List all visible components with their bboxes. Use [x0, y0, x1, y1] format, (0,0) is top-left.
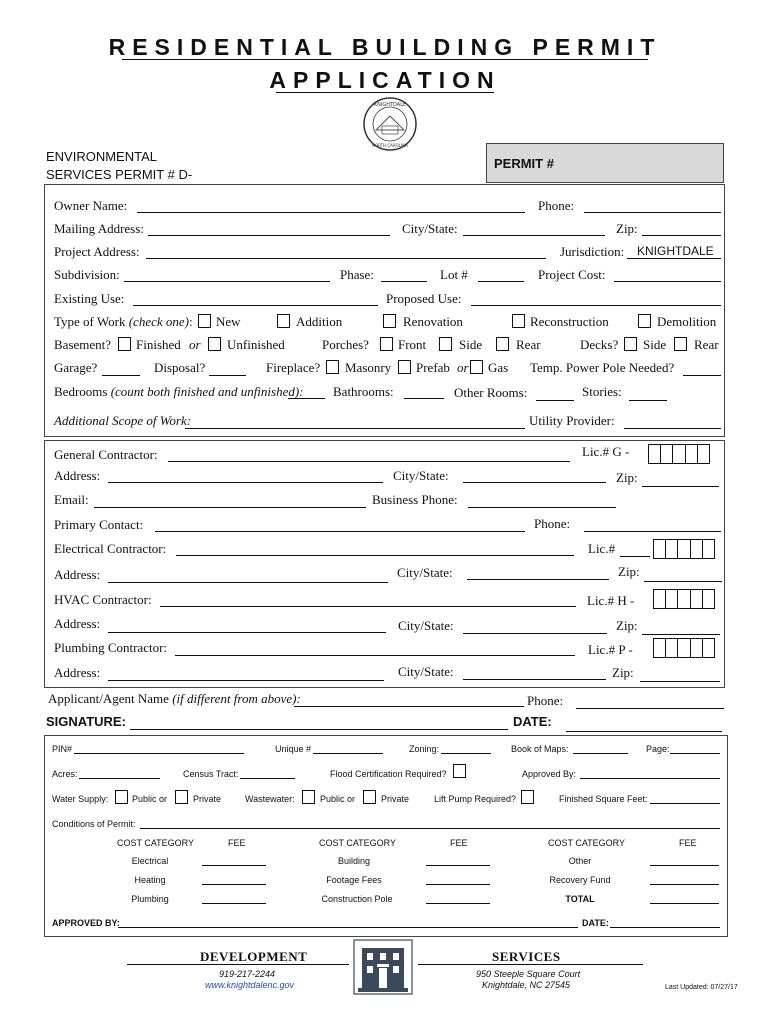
footer-rule-left [127, 964, 349, 965]
applicant-field[interactable] [294, 706, 524, 707]
lift-pump-checkbox[interactable] [521, 790, 534, 804]
gc-address-field[interactable] [108, 482, 383, 483]
business-phone-field[interactable] [468, 507, 616, 508]
electrical-lic-label: Lic.# [588, 541, 616, 556]
porch-front-checkbox[interactable] [380, 337, 393, 351]
fee-field[interactable] [202, 884, 266, 885]
jurisdiction-value: KNIGHTDALE [637, 244, 714, 258]
deck-rear-label: Rear [694, 337, 719, 352]
temp-pole-label: Temp. Power Pole Needed? [530, 360, 675, 375]
fee-row-total: TOTAL [565, 894, 595, 904]
project-address-label: Project Address: [54, 244, 140, 259]
deck-side-label: Side [643, 337, 667, 352]
porches-label: Porches? [322, 337, 369, 352]
flood-cert-label: Flood Certification Required? [330, 769, 447, 779]
business-phone-label: Business Phone: [372, 492, 458, 507]
zoning-label: Zoning: [409, 744, 440, 754]
gc-zip-label: Zip: [616, 470, 638, 485]
town-hall-building-logo [352, 938, 414, 996]
applicant-phone-field[interactable] [576, 708, 724, 709]
electrical-lic-prefix-field[interactable] [620, 556, 650, 557]
electrical-contractor-field[interactable] [176, 555, 574, 556]
subdivision-label: Subdivision: [54, 267, 120, 282]
fee-table-header-cost-1: COST CATEGORY [117, 838, 195, 848]
owner-name-label: Owner Name: [54, 198, 128, 213]
proposed-use-label: Proposed Use: [386, 291, 462, 306]
fee-total-field[interactable] [650, 903, 719, 904]
zoning-field[interactable] [441, 753, 491, 754]
wastewater-public-checkbox[interactable] [302, 790, 315, 804]
approved-by-footer-field[interactable] [118, 927, 578, 928]
fee-field[interactable] [202, 865, 266, 866]
form-title-line2: APPLICATION [269, 67, 501, 93]
bathrooms-field[interactable] [404, 398, 444, 399]
page-field[interactable] [670, 753, 720, 754]
existing-use-label: Existing Use: [54, 291, 125, 306]
additional-scope-field[interactable] [185, 428, 525, 429]
pin-field[interactable] [74, 753, 244, 754]
basement-unfinished-label: Unfinished [227, 337, 285, 352]
gc-address-label: Address: [54, 468, 101, 483]
footer-services: SERVICES [492, 949, 561, 964]
ec-address-label: Address: [54, 567, 101, 582]
wastewater-public-label: Public or [320, 794, 356, 804]
fee-table-header-fee-1: FEE [228, 838, 246, 848]
water-private-label: Private [193, 794, 222, 804]
date-footer-label: DATE: [582, 918, 609, 928]
svg-text:KNIGHTDALE: KNIGHTDALE [373, 102, 407, 108]
ec-zip-label: Zip: [618, 564, 640, 579]
basement-finished-label: Finished [136, 337, 181, 352]
existing-use-field[interactable] [133, 305, 378, 306]
plumbing-contractor-label: Plumbing Contractor: [54, 640, 168, 655]
work-addition-checkbox[interactable] [277, 314, 290, 328]
fee-row-building: Building [337, 856, 371, 866]
subdivision-field[interactable] [124, 281, 330, 282]
census-tract-label: Census Tract: [183, 769, 239, 779]
acres-field[interactable] [79, 778, 160, 779]
garage-field[interactable] [102, 375, 140, 376]
work-renovation-checkbox[interactable] [383, 314, 396, 328]
deck-rear-checkbox[interactable] [674, 337, 687, 351]
hvac-city-state-field[interactable] [463, 633, 607, 634]
fee-field[interactable] [650, 865, 719, 866]
mailing-address-field[interactable] [148, 235, 390, 236]
office-use-box [44, 735, 728, 937]
wastewater-label: Wastewater: [245, 794, 295, 804]
fee-row-recovery-fund: Recovery Fund [549, 875, 611, 885]
unique-field[interactable] [313, 753, 383, 754]
work-reconstruction-checkbox[interactable] [512, 314, 525, 328]
jurisdiction-field[interactable] [627, 258, 721, 259]
lot-field[interactable] [478, 281, 524, 282]
fee-table-header-fee-2: FEE [450, 838, 468, 848]
fireplace-prefab-checkbox[interactable] [398, 360, 411, 374]
disposal-label: Disposal? [154, 360, 206, 375]
water-private-checkbox[interactable] [175, 790, 188, 804]
finished-sqft-label: Finished Square Feet: [559, 794, 648, 804]
date-footer-field[interactable] [610, 927, 720, 928]
phase-label: Phase: [340, 267, 374, 282]
env-services-label-line1: ENVIRONMENTAL [46, 149, 157, 164]
ec-city-state-label: City/State: [397, 565, 453, 580]
water-public-label: Public or [132, 794, 168, 804]
approved-by-label: Approved By: [522, 769, 577, 779]
work-new-checkbox[interactable] [198, 314, 211, 328]
gc-zip-field[interactable] [642, 486, 719, 487]
porch-front-label: Front [398, 337, 427, 352]
census-tract-field[interactable] [240, 778, 295, 779]
stories-field[interactable] [629, 400, 667, 401]
fireplace-or-label: or [457, 360, 469, 375]
fireplace-label: Fireplace? [266, 360, 321, 375]
owner-name-field[interactable] [137, 212, 525, 213]
hvac-lic-label: Lic.# H - [587, 593, 635, 608]
gc-city-state-label: City/State: [393, 468, 449, 483]
electrical-contractor-label: Electrical Contractor: [54, 541, 167, 556]
gc-phone-label: Phone: [534, 516, 571, 531]
footer-website-link[interactable]: www.knightdalenc.gov [205, 980, 295, 990]
hvac-zip-field[interactable] [642, 634, 720, 635]
fee-field[interactable] [426, 884, 490, 885]
applicant-label: Applicant/Agent Name (if different from above): [48, 691, 301, 706]
form-title-line1: RESIDENTIAL BUILDING PERMIT [108, 34, 662, 60]
signature-label: SIGNATURE: [46, 714, 126, 729]
porch-side-label: Side [459, 337, 483, 352]
work-renovation-label: Renovation [403, 314, 463, 329]
lot-label: Lot # [440, 267, 468, 282]
basement-finished-checkbox[interactable] [118, 337, 131, 351]
pc-zip-label: Zip: [612, 665, 634, 680]
env-services-label-line2: SERVICES PERMIT # D- [46, 167, 193, 182]
hvac-license-boxes[interactable] [653, 589, 715, 609]
gc-email-field[interactable] [94, 507, 366, 508]
mailing-address-label: Mailing Address: [54, 221, 144, 236]
town-seal-logo [362, 96, 418, 152]
footer-development: DEVELOPMENT [200, 949, 308, 964]
permit-number-label: PERMIT # [494, 156, 554, 171]
fireplace-masonry-checkbox[interactable] [326, 360, 339, 374]
title-underline [276, 92, 494, 93]
water-public-checkbox[interactable] [115, 790, 128, 804]
fee-table-header-cost-3: COST CATEGORY [548, 838, 626, 848]
plumbing-contractor-field[interactable] [175, 655, 575, 656]
mailing-zip-field[interactable] [642, 235, 721, 236]
hvac-contractor-field[interactable] [160, 606, 576, 607]
general-license-boxes[interactable] [648, 444, 710, 464]
bathrooms-label: Bathrooms: [333, 384, 394, 399]
decks-label: Decks? [580, 337, 619, 352]
other-rooms-field[interactable] [536, 400, 574, 401]
fee-field[interactable] [650, 884, 719, 885]
mailing-city-state-label: City/State: [402, 221, 458, 236]
porch-rear-checkbox[interactable] [496, 337, 509, 351]
applicant-phone-label: Phone: [527, 693, 564, 708]
date-label: DATE: [513, 714, 552, 729]
phase-field[interactable] [381, 281, 427, 282]
pc-address-label: Address: [54, 665, 101, 680]
project-cost-field[interactable] [614, 281, 721, 282]
mailing-zip-label: Zip: [616, 221, 638, 236]
conditions-label: Conditions of Permit: [52, 819, 136, 829]
utility-provider-field[interactable] [624, 428, 721, 429]
primary-contact-field[interactable] [155, 531, 525, 532]
svg-text:NORTH CAROLINA: NORTH CAROLINA [372, 143, 408, 148]
gc-email-label: Email: [54, 492, 89, 507]
gc-city-state-field[interactable] [463, 482, 606, 483]
general-contractor-label: General Contractor: [54, 447, 158, 462]
temp-pole-field[interactable] [683, 375, 721, 376]
basement-unfinished-checkbox[interactable] [208, 337, 221, 351]
electrical-license-boxes[interactable] [653, 539, 715, 559]
proposed-use-field[interactable] [471, 305, 721, 306]
book-of-maps-field[interactable] [573, 753, 628, 754]
fee-field[interactable] [202, 903, 266, 904]
signature-field[interactable] [130, 729, 508, 730]
pc-address-field[interactable] [108, 680, 384, 681]
footer-address-line2: Knightdale, NC 27545 [482, 980, 571, 990]
stories-label: Stories: [582, 384, 622, 399]
utility-provider-label: Utility Provider: [529, 413, 615, 428]
finished-sqft-field[interactable] [650, 803, 720, 804]
fee-row-other: Other [568, 856, 592, 866]
fee-row-electrical: Electrical [131, 856, 169, 866]
fee-row-heating: Heating [134, 875, 166, 885]
work-reconstruction-label: Reconstruction [530, 314, 609, 329]
porch-side-checkbox[interactable] [439, 337, 452, 351]
fireplace-gas-label: Gas [488, 360, 509, 375]
work-new-label: New [216, 314, 241, 329]
fee-table-header-cost-2: COST CATEGORY [319, 838, 397, 848]
page-label: Page: [646, 744, 670, 754]
pc-city-state-field[interactable] [463, 679, 606, 680]
work-demolition-label: Demolition [657, 314, 717, 329]
flood-cert-checkbox[interactable] [453, 764, 466, 778]
approved-by-field[interactable] [580, 778, 720, 779]
hvac-address-label: Address: [54, 616, 101, 631]
bedrooms-field[interactable] [288, 398, 325, 399]
porch-rear-label: Rear [516, 337, 541, 352]
fee-row-plumbing: Plumbing [131, 894, 169, 904]
general-lic-label: Lic.# G - [582, 444, 630, 459]
plumbing-lic-label: Lic.# P - [588, 642, 633, 657]
fireplace-prefab-label: Prefab [416, 360, 450, 375]
general-contractor-field[interactable] [168, 461, 570, 462]
type-of-work-label: Type of Work (check one): [54, 314, 193, 329]
footer-rule-right [418, 964, 643, 965]
gc-phone-field[interactable] [584, 531, 721, 532]
unique-label: Unique # [275, 744, 312, 754]
garage-label: Garage? [54, 360, 98, 375]
bedrooms-label: Bedrooms (count both finished and unfinished): [54, 384, 304, 399]
ec-city-state-field[interactable] [467, 579, 609, 580]
hvac-contractor-label: HVAC Contractor: [54, 592, 152, 607]
project-address-field[interactable] [146, 258, 546, 259]
work-addition-label: Addition [296, 314, 343, 329]
title-underline [122, 59, 648, 60]
jurisdiction-label: Jurisdiction: [560, 244, 625, 259]
hvac-zip-label: Zip: [616, 618, 638, 633]
last-updated-label: Last Updated: 07/27/17 [665, 984, 738, 991]
hvac-city-state-label: City/State: [398, 618, 454, 633]
plumbing-license-boxes[interactable] [653, 638, 715, 658]
footer-address-line1: 950 Steeple Square Court [476, 969, 581, 979]
acres-label: Acres: [52, 769, 78, 779]
work-demolition-checkbox[interactable] [638, 314, 651, 328]
pin-label: PIN# [52, 744, 73, 754]
mailing-city-state-field[interactable] [463, 235, 605, 236]
fee-table-header-fee-3: FEE [679, 838, 697, 848]
wastewater-private-checkbox[interactable] [363, 790, 376, 804]
ec-address-field[interactable] [108, 582, 388, 583]
date-field[interactable] [566, 731, 722, 732]
wastewater-private-label: Private [381, 794, 410, 804]
primary-contact-label: Primary Contact: [54, 517, 144, 532]
owner-phone-label: Phone: [538, 198, 575, 213]
water-supply-label: Water Supply: [52, 794, 109, 804]
deck-side-checkbox[interactable] [624, 337, 637, 351]
footer-phone: 919-217-2244 [219, 969, 276, 979]
fee-field[interactable] [426, 865, 490, 866]
conditions-field[interactable] [140, 828, 720, 829]
project-cost-label: Project Cost: [538, 267, 606, 282]
owner-phone-field[interactable] [584, 212, 721, 213]
fireplace-gas-checkbox[interactable] [470, 360, 483, 374]
fee-row-construction-pole: Construction Pole [321, 894, 393, 904]
ec-zip-field[interactable] [644, 581, 722, 582]
disposal-field[interactable] [209, 375, 246, 376]
book-of-maps-label: Book of Maps: [511, 744, 569, 754]
hvac-address-field[interactable] [108, 632, 386, 633]
pc-zip-field[interactable] [640, 681, 720, 682]
fee-field[interactable] [426, 903, 490, 904]
basement-or-label: or [189, 337, 201, 352]
approved-by-footer-label: APPROVED BY: [52, 918, 120, 928]
pc-city-state-label: City/State: [398, 664, 454, 679]
fee-row-footage-fees: Footage Fees [326, 875, 382, 885]
basement-label: Basement? [54, 337, 112, 352]
additional-scope-label: Additional Scope of Work: [54, 413, 192, 428]
fireplace-masonry-label: Masonry [345, 360, 392, 375]
other-rooms-label: Other Rooms: [454, 385, 528, 400]
lift-pump-label: Lift Pump Required? [434, 794, 517, 804]
